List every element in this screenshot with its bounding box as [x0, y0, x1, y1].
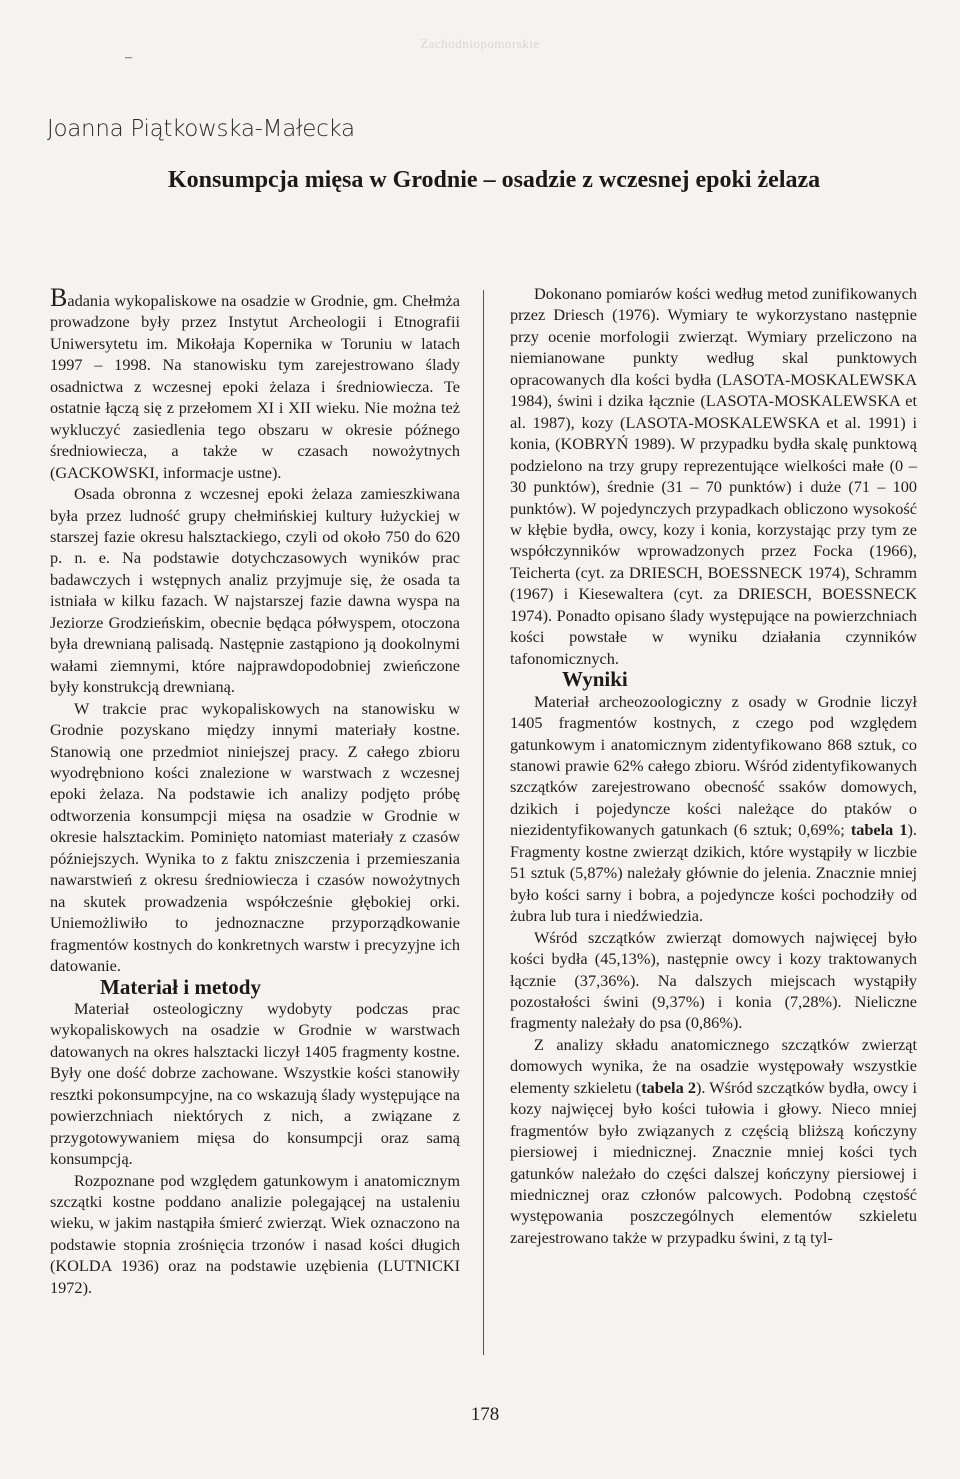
paragraph-anatomy	[510, 1034, 917, 1249]
running-head: Zachodniopomorskie	[420, 36, 540, 51]
paragraph-material: Materiał osteologiczny wydobyty podczas prac wykopaliskowych na osadzie w Grodnie w warstwach datowanych na okres halsztacki liczył 1405 fragmenty kostne. Były one dość dobrze zachowane. Wszystkie kości stanowiły resztki pokonsumpcyjne, na co wskazują ślady występujące na powierzchniach niektórych z nich, a związane z przygotowywaniem mięsa do konsumpcji oraz samą konsumpcją.	[50, 998, 460, 1169]
table-1-reference: tabela 1	[850, 820, 908, 840]
paragraph-measurements: Dokonano pomiarów kości według metod zunifikowanych przez Driesch (1976). Wymiary te wykorzystano następnie przy ocenie morfologii zwierząt. Wymiary przeliczono na niemianowane punkty według skal punktowych opracowanych dla kości bydła (LASOTA-MOSKALEWSKA 1984), świni i dzika łącznie (LASOTA-MOSKALEWSKA et al. 1987), kozy (LASOTA-MOSKALEWSKA et al. 1991) i konia, (KOBRYŃ 1989). W przypadku bydła skalę punktową podzielono na trzy grupy reprezentujące wielkości małe (0 – 30 punktów), średnie (31 – 70 punktów) i duże (71 – 100 punktów). W pojedynczych przypadkach obliczono wysokość w kłębie bydła, owcy, kozy i konia, korzystając przy tym ze współczynników wprowadzonych przez Focka (1966), Teicherta (cyt. za DRIESCH, BOESSNECK 1974), Schramm (1967) i Kiesewaltera (cyt. za DRIESCH, BOESSNECK 1974). Ponadto opisano ślady występujące na powierzchniach kości powstałe w wyniku działania czynników tafonomicznych.	[510, 284, 917, 668]
dash-mark: –	[125, 50, 132, 65]
anatomy-text-b: ). Wśród szczątków bydła, owcy i kozy najwięcej było kości tułowia i głowy. Nieco mniej fragmentów było związanych z częścią bliższą kończyny piersiowej i miednicznej. Znacznie mniej kości tych gatunków należało do części dalszej kończyny piersiowej i miednicznej oraz członów palcowych. Podobną częstość występowania poszczególnych elementów szkieletu zarejestrowano także w przypadku świni, z tą tyl-	[510, 1077, 917, 1247]
intro-text: adania wykopaliskowe na osadzie w Grodnie, gm. Chełmża prowadzone były przez Instytut Archeologii i Etnografii Uniwersytetu im. Mikołaja Kopernika w Toruniu w latach 1997 – 1998. Na stanowisku tym zarejestrowano ślady osadnictwa z wczesnej epoki żelaza i średniowiecza. Te ostatnie łączą się z przełomem XI i XII wieku. Nie można też wykluczyć zasiedlenia tego obszaru w okresie późnego średniowiecza, a także w czasach nowożytnych (GACKOWSKI, informacje ustne).	[50, 291, 460, 482]
author-name: Joanna Piątkowska-Małecka	[47, 116, 355, 142]
article-title: Konsumpcja mięsa w Grodnie – osadzie z wczesnej epoki żelaza	[168, 167, 821, 193]
anatomy-text-a: Z analizy składu anatomicznego szczątków zwierząt domowych wynika, że na osadzie występowały wszystkie elementy szkieletu (	[510, 1034, 917, 1097]
table-2-reference: tabela 2	[641, 1077, 696, 1097]
section-heading-materials: Materiał i metody	[100, 974, 261, 999]
column-divider	[483, 290, 484, 1355]
paragraph-domestic-animals: Wśród szczątków zwierząt domowych najwięcej było kości bydła (45,13%), następnie owcy i kozy traktowanych łącznie (37,36%). Na dalszych miejscach wystąpiły pozostałości świni (9,37%) i konia (7,28%). Nieliczne fragmenty należały do psa (0,86%).	[510, 927, 917, 1033]
drop-cap: B	[50, 283, 68, 312]
page-number: 178	[470, 1404, 500, 1425]
results-text-b: ). Fragmenty kostne zwierząt dzikich, które wystąpiły w liczbie 51 sztuk (5,87%) należały głównie do jelenia. Znacznie mniej było kości sarny i bobra, a pojedyncze kości pochodziły od żubra lub tura i niedźwiedzia.	[510, 820, 917, 926]
right-column	[510, 283, 917, 1248]
paragraph-settlement: Osada obronna z wczesnej epoki żelaza zamieszkiwana była przez ludność grupy chełmińskiej kultury łużyckiej w starszej fazie okresu halsztackiego, czyli od około 750 do 620 p. n. e. Na podstawie dotychczasowych wyników prac badawczych i wstępnych analiz przyjmuje się, że osada ta istniała w kilku fazach. W najstarszej fazie dawna wyspa na Jeziorze Grodzieńskim, obecnie będąca półwyspem, otoczona była drewnianą palisadą. Następnie zastąpiono ją dookolnymi wałami ziemnymi, które najprawdopodobniej zwieńczone były konstrukcją drewnianą.	[50, 484, 460, 697]
paragraph-excavation: W trakcie prac wykopaliskowych na stanowisku w Grodnie pozyskano między innymi materiały kostne. Stanowią one przedmiot niniejszej pracy. Z całego zbioru wyodrębniono kości znalezione w warstwach z wczesnej epoki żelaza. Na podstawie ich analizy podjęto próbę odtworzenia konsumpcji mięsa na osadzie w Grodnie w okresie halsztackim. Pominięto natomiast materiały z czasów późniejszych. Wynika to z faktu zniszczenia i przemieszania nawarstwień z okresu średniowiecza i czasów nowożytnych na skutek prowadzenia współcześnie głębokiej orki. Uniemożliwiło to jednoznaczne przyporządkowanie fragmentów kostnych do konkretnych warstw i precyzyjne ich datowanie.	[50, 698, 460, 976]
paragraph-age-method: Rozpoznane pod względem gatunkowym i anatomicznym szczątki kostne poddano analizie polegającej na ustaleniu wieku, w jakim nastąpiła śmierć zwierząt. Wiek oznaczono na podstawie stopnia zrośnięcia trzonów i nasad kości długich (KOLDA 1936) oraz na podstawie uzębienia (LUTNICKI 1972).	[50, 1170, 460, 1297]
left-column	[50, 283, 460, 1298]
section-heading-results: Wyniki	[562, 667, 628, 692]
paragraph-results-overview	[510, 691, 917, 927]
results-text-a: Materiał archeozoologiczny z osady w Grodnie liczył 1405 fragmentów kostnych, z czego pod względem gatunkowym i anatomicznym zidentyfikowano 868 sztuk, co stanowi prawie 62% całego zbioru. Wśród zidentyfikowanych szczątków zarejestrowano obecność ssaków domowych, dzikich i pojedyncze kości należące do ptaków o niezidentyfikowanych gatunkach (6 sztuk; 0,69%;	[510, 691, 917, 840]
intro-paragraph	[50, 283, 460, 483]
